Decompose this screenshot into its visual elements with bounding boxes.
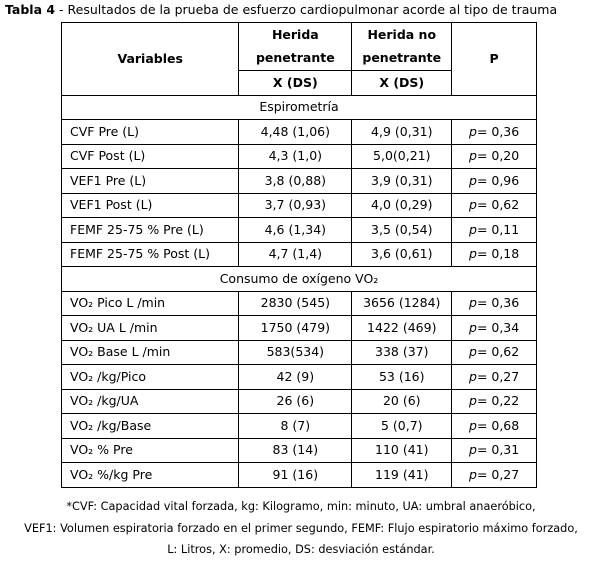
p-symbol: p bbox=[469, 368, 477, 384]
penetrante-cell: 4,48 (1,06) bbox=[239, 120, 352, 145]
p-symbol: p bbox=[469, 344, 477, 360]
no-penetrante-cell: 3,9 (0,31) bbox=[352, 169, 452, 194]
table-row bbox=[62, 389, 537, 414]
no-penetrante-cell: 5 (0,7) bbox=[352, 414, 452, 439]
p-value-cell bbox=[452, 316, 537, 341]
table-row bbox=[62, 463, 537, 488]
variable-cell: FEMF 25-75 % Post (L) bbox=[62, 242, 239, 267]
p-symbol: p bbox=[469, 221, 477, 237]
no-penetrante-cell: 20 (6) bbox=[352, 389, 452, 414]
p-value: = 0,36 bbox=[476, 295, 520, 311]
variable-cell: VO₂ /kg/Pico bbox=[62, 365, 239, 390]
p-value-cell bbox=[452, 389, 537, 414]
penetrante-cell: 1750 (479) bbox=[239, 316, 352, 341]
p-value: = 0,11 bbox=[476, 221, 520, 237]
table-row bbox=[62, 340, 537, 365]
p-value-cell bbox=[452, 120, 537, 145]
table-row bbox=[62, 291, 537, 316]
p-value-cell bbox=[452, 193, 537, 218]
p-value: = 0,68 bbox=[476, 417, 520, 433]
table-row bbox=[62, 218, 537, 243]
penetrante-cell: 3,7 (0,93) bbox=[239, 193, 352, 218]
no-penetrante-cell: 3656 (1284) bbox=[352, 291, 452, 316]
header-no-penetrante-xds: X (DS) bbox=[352, 71, 452, 96]
p-symbol: p bbox=[469, 466, 477, 482]
variable-cell: VO₂ /kg/Base bbox=[62, 414, 239, 439]
table-row bbox=[62, 414, 537, 439]
table-row bbox=[62, 169, 537, 194]
section-row bbox=[62, 267, 537, 292]
footnote-line: *CVF: Capacidad vital forzada, kg: Kilogramo, min: minuto, UA: umbral anaeróbico, bbox=[66, 500, 536, 513]
p-value-cell bbox=[452, 438, 537, 463]
table-caption-label: Tabla 4 bbox=[5, 2, 56, 17]
header-penetrante-xds: X (DS) bbox=[239, 71, 352, 96]
variable-cell: VO₂ % Pre bbox=[62, 438, 239, 463]
no-penetrante-cell: 53 (16) bbox=[352, 365, 452, 390]
p-value-cell bbox=[452, 242, 537, 267]
section-vo2: Consumo de oxígeno VO₂ bbox=[62, 267, 537, 292]
header-penetrante-line1: Herida bbox=[239, 23, 352, 47]
penetrante-cell: 2830 (545) bbox=[239, 291, 352, 316]
p-value-cell bbox=[452, 291, 537, 316]
penetrante-cell: 83 (14) bbox=[239, 438, 352, 463]
p-value: = 0,36 bbox=[476, 123, 520, 139]
p-value-cell bbox=[452, 414, 537, 439]
no-penetrante-cell: 1422 (469) bbox=[352, 316, 452, 341]
p-value-cell bbox=[452, 169, 537, 194]
table-row bbox=[62, 365, 537, 390]
table-row bbox=[62, 193, 537, 218]
penetrante-cell: 42 (9) bbox=[239, 365, 352, 390]
header-no-penetrante-line2: penetrante bbox=[352, 47, 452, 71]
p-value-cell bbox=[452, 218, 537, 243]
p-value: = 0,62 bbox=[476, 344, 520, 360]
p-value: = 0,22 bbox=[476, 393, 520, 409]
p-value-cell bbox=[452, 144, 537, 169]
no-penetrante-cell: 119 (41) bbox=[352, 463, 452, 488]
p-value-cell bbox=[452, 365, 537, 390]
header-variables: Variables bbox=[62, 23, 239, 96]
variable-cell: VO₂ Base L /min bbox=[62, 340, 239, 365]
variable-cell: CVF Post (L) bbox=[62, 144, 239, 169]
p-symbol: p bbox=[469, 417, 477, 433]
p-symbol: p bbox=[469, 246, 477, 262]
header-no-penetrante-line1: Herida no bbox=[352, 23, 452, 47]
table-caption bbox=[5, 2, 557, 17]
header-p: P bbox=[452, 23, 537, 96]
no-penetrante-cell: 3,5 (0,54) bbox=[352, 218, 452, 243]
p-symbol: p bbox=[469, 123, 477, 139]
footnotes bbox=[0, 496, 602, 561]
table-caption-text: - Resultados de la prueba de esfuerzo cardiopulmonar acorde al tipo de trauma bbox=[55, 2, 558, 17]
variable-cell: CVF Pre (L) bbox=[62, 120, 239, 145]
penetrante-cell: 8 (7) bbox=[239, 414, 352, 439]
no-penetrante-cell: 338 (37) bbox=[352, 340, 452, 365]
p-value: = 0,34 bbox=[476, 319, 520, 335]
p-symbol: p bbox=[469, 442, 477, 458]
table-row bbox=[62, 438, 537, 463]
table-row bbox=[62, 316, 537, 341]
no-penetrante-cell: 110 (41) bbox=[352, 438, 452, 463]
penetrante-cell: 91 (16) bbox=[239, 463, 352, 488]
footnote-line: VEF1: Volumen espiratoria forzado en el primer segundo, FEMF: Flujo espiratorio máximo forzado, bbox=[24, 521, 578, 535]
section-spirometry: Espirometría bbox=[62, 95, 537, 120]
p-symbol: p bbox=[469, 393, 477, 409]
p-value: = 0,31 bbox=[476, 442, 520, 458]
variable-cell: VO₂ Pico L /min bbox=[62, 291, 239, 316]
penetrante-cell: 4,7 (1,4) bbox=[239, 242, 352, 267]
p-symbol: p bbox=[469, 319, 477, 335]
penetrante-cell: 3,8 (0,88) bbox=[239, 169, 352, 194]
variable-cell: VO₂ %/kg Pre bbox=[62, 463, 239, 488]
penetrante-cell: 583(534) bbox=[239, 340, 352, 365]
footnote-line: L: Litros, X: promedio, DS: desviación estándar. bbox=[167, 543, 435, 556]
no-penetrante-cell: 4,0 (0,29) bbox=[352, 193, 452, 218]
results-table bbox=[61, 22, 537, 488]
p-value: = 0,27 bbox=[476, 466, 520, 482]
variable-cell: VEF1 Post (L) bbox=[62, 193, 239, 218]
p-value: = 0,27 bbox=[476, 368, 520, 384]
penetrante-cell: 4,6 (1,34) bbox=[239, 218, 352, 243]
p-symbol: p bbox=[469, 197, 477, 213]
variable-cell: FEMF 25-75 % Pre (L) bbox=[62, 218, 239, 243]
variable-cell: VEF1 Pre (L) bbox=[62, 169, 239, 194]
variable-cell: VO₂ UA L /min bbox=[62, 316, 239, 341]
table-row bbox=[62, 144, 537, 169]
no-penetrante-cell: 3,6 (0,61) bbox=[352, 242, 452, 267]
p-symbol: p bbox=[469, 295, 477, 311]
header-row bbox=[62, 23, 537, 47]
p-value: = 0,62 bbox=[476, 197, 520, 213]
table-row bbox=[62, 242, 537, 267]
section-row bbox=[62, 95, 537, 120]
no-penetrante-cell: 5,0(0,21) bbox=[352, 144, 452, 169]
header-penetrante-line2: penetrante bbox=[239, 47, 352, 71]
p-value: = 0,96 bbox=[476, 172, 520, 188]
table-row bbox=[62, 120, 537, 145]
penetrante-cell: 4,3 (1,0) bbox=[239, 144, 352, 169]
p-value-cell bbox=[452, 340, 537, 365]
p-value-cell bbox=[452, 463, 537, 488]
no-penetrante-cell: 4,9 (0,31) bbox=[352, 120, 452, 145]
p-value: = 0,18 bbox=[476, 246, 520, 262]
penetrante-cell: 26 (6) bbox=[239, 389, 352, 414]
variable-cell: VO₂ /kg/UA bbox=[62, 389, 239, 414]
p-symbol: p bbox=[469, 172, 477, 188]
p-symbol: p bbox=[469, 148, 477, 164]
p-value: = 0,20 bbox=[476, 148, 520, 164]
